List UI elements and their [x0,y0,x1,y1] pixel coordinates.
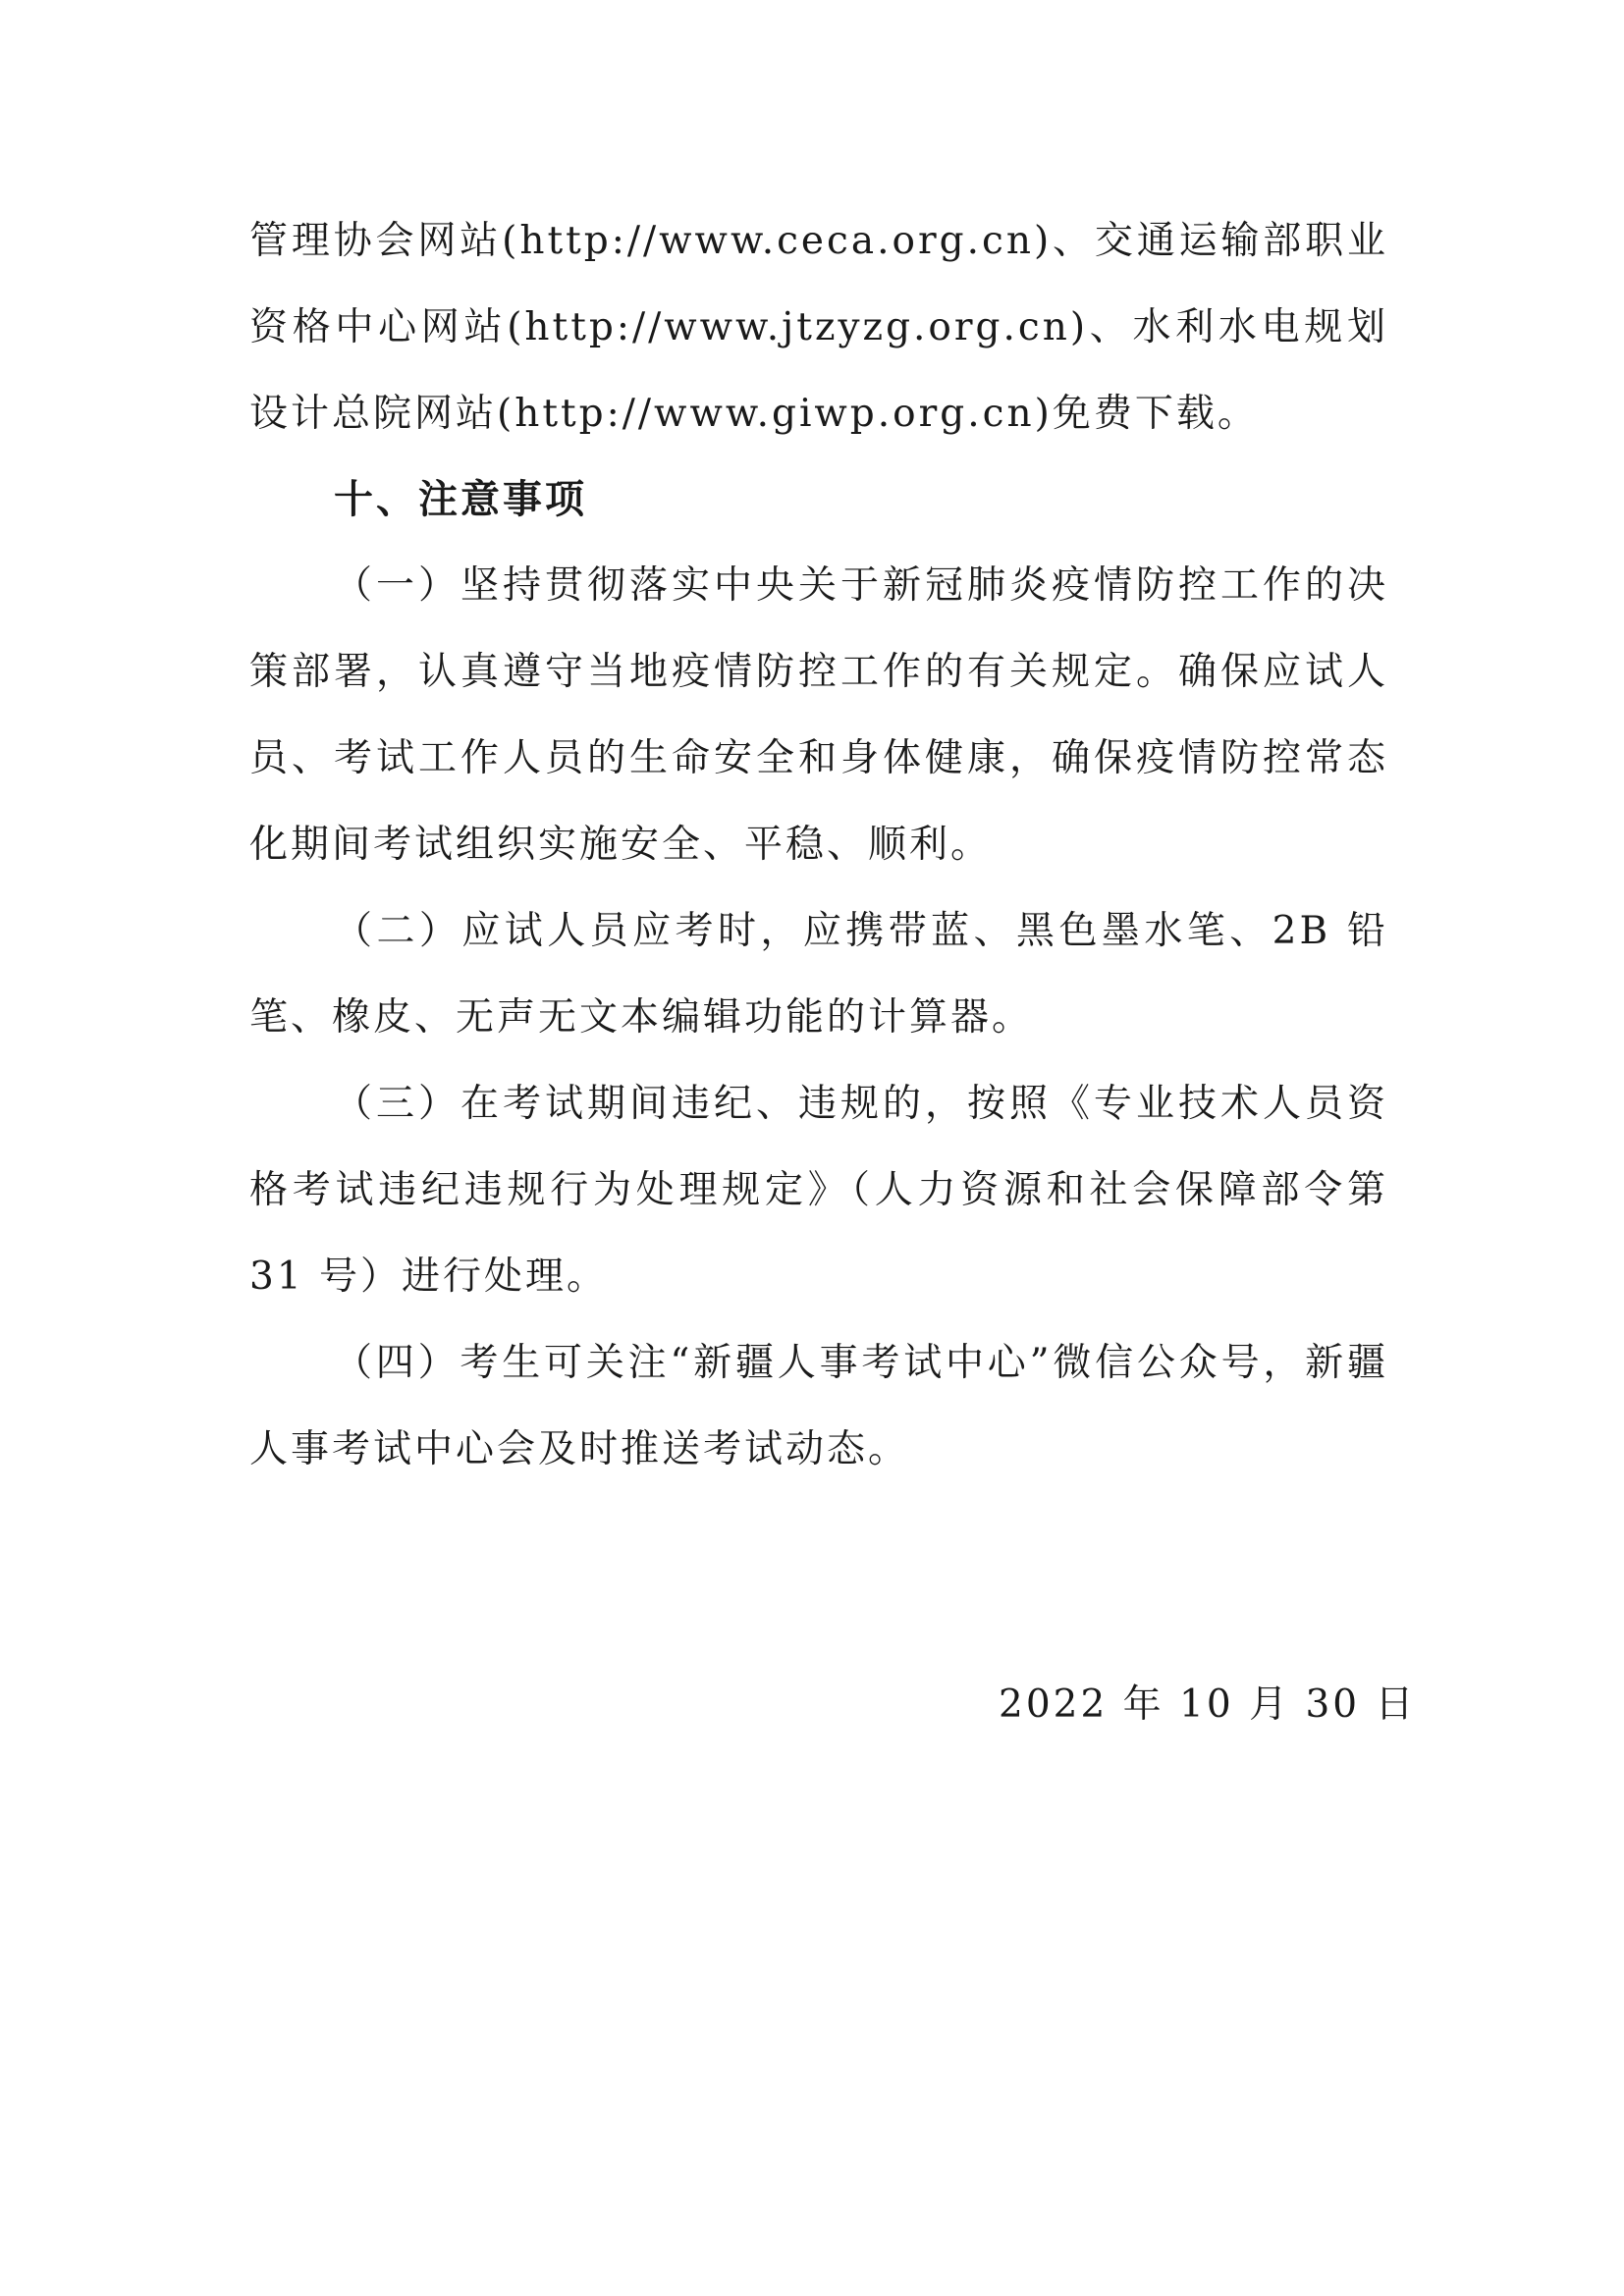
document-date: 2022 年 10 月 30 日 [999,1682,1417,1727]
notice-paragraph-3: （三）在考试期间违纪、违规的，按照《专业技术人员资格考试违纪违规行为处理规定》（人力资源和社会保障部令第 31 号）进行处理。 [249,1082,1388,1299]
section-heading: 十、注意事项 [334,477,587,522]
continuation-paragraph: 管理协会网站(http://www.ceca.org.cn)、交通运输部职业资格中心网站(http://www.jtzyzg.org.cn)、水利水电规划设计总院网站(http://www.giwp.org.cn)免费下载。 [249,219,1388,436]
notice-paragraph-4: （四）考生可关注“新疆人事考试中心”微信公众号，新疆人事考试中心会及时推送考试动态。 [249,1341,1388,1471]
notice-paragraph-2: （二）应试人员应考时，应携带蓝、黑色墨水笔、2B 铅笔、橡皮、无声无文本编辑功能的计算器。 [249,909,1388,1040]
notice-paragraph-1: （一）坚持贯彻落实中央关于新冠肺炎疫情防控工作的决策部署，认真遵守当地疫情防控工作的有关规定。确保应试人员、考试工作人员的生命安全和身体健康，确保疫情防控常态化期间考试组织实施安全、平稳、顺利。 [249,563,1388,867]
